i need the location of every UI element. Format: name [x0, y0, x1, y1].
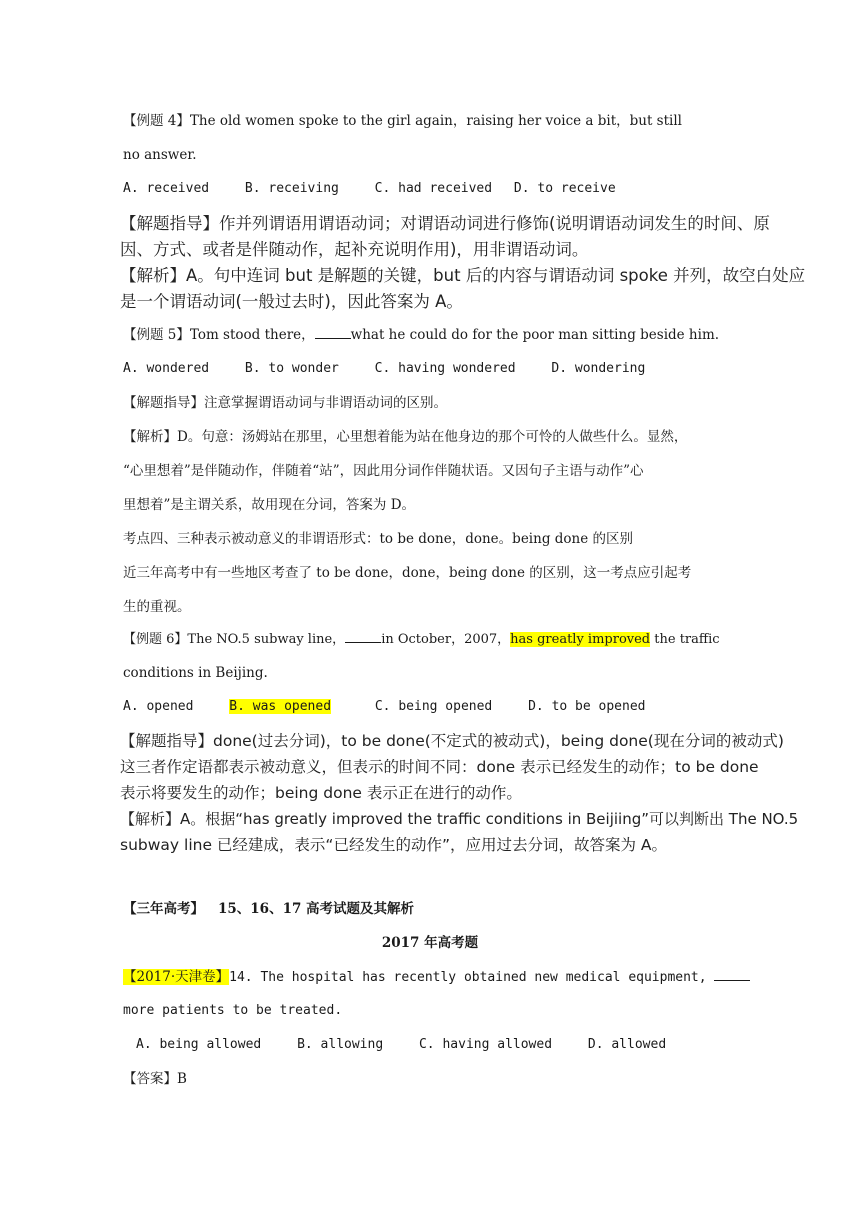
example-6-question	[123, 629, 720, 650]
example-6-question-line-2: conditions in Beijing.	[123, 665, 268, 681]
example-6-analysis-line-1: 【解析】A。根据“has greatly improved the traffic conditions in Beijiing”可以判断出 The NO.5	[120, 810, 799, 828]
example-4-text: 【例题 4】The old women spoke to the girl again，raising her voice a bit，but still	[123, 113, 682, 129]
option-b: B. receiving	[244, 181, 339, 196]
option-b: B. allowing	[297, 1037, 384, 1052]
option-b: B. to wonder	[244, 361, 339, 376]
option-a: A. received	[123, 181, 210, 196]
section-heading-text: 15、16、17 高考试题及其解析	[218, 901, 415, 917]
option-c: C. having wondered	[374, 361, 516, 376]
option-a: A. being allowed	[136, 1037, 262, 1052]
option-c: C. being opened	[374, 699, 493, 714]
example-4-question-line-2	[123, 145, 197, 165]
example-4-guide-line-1: 【解题指导】作并列谓语用谓语动词；对谓语动词进行修饰(说明谓语动词发生的时间、原	[120, 214, 770, 233]
option-d: D. to receive	[513, 181, 616, 196]
example-6-text: 【例题 6】The NO.5 subway line，	[123, 632, 346, 647]
highlighted-phrase: has greatly improved	[510, 632, 651, 647]
section-heading	[123, 899, 414, 919]
example-5-analysis-line-3: 里想着”是主谓关系，故用现在分词，答案为 D。	[123, 497, 416, 513]
option-d: D. wondering	[551, 361, 646, 376]
example-5-analysis-line-1: 【解析】D。句意：汤姆站在那里，心里想着能为站在他身边的那个可怜的人做些什么。显然，	[123, 429, 688, 445]
kaodian-4-title: 考点四、三种表示被动意义的非谓语形式：to be done，done。being done 的区别	[123, 531, 633, 547]
year-subheading: 2017 年高考题	[381, 935, 479, 951]
answer-blank	[345, 629, 381, 643]
example-4-text-cont: no answer.	[123, 147, 197, 163]
example-4-analysis-line-2: 是一个谓语动词(一般过去时)，因此答案为 A。	[120, 292, 463, 311]
example-5-analysis-line-2: “心里想着”是伴随动作，伴随着“站”，因此用分词作伴随状语。又因句子主语与动作”心	[123, 463, 644, 479]
option-a: A. wondered	[123, 361, 210, 376]
example-6-text-cont: the traffic	[650, 632, 720, 647]
example-4-options	[123, 179, 616, 199]
example-5-text: 【例题 5】Tom stood there，	[123, 327, 315, 343]
q14-source-highlighted: 【2017·天津卷】	[123, 969, 230, 985]
q14-question-line-2: more patients to be treated.	[123, 1003, 343, 1018]
example-6-guide-line-2: 这三者作定语都表示被动意义，但表示的时间不同：done 表示已经发生的动作；to be done	[120, 758, 759, 776]
example-6-text-mid: in October，2007，	[381, 632, 511, 647]
option-c: C. had received	[374, 181, 493, 196]
section-heading-label: 【三年高考】	[123, 901, 204, 917]
example-6-analysis-line-2: subway line 已经建成，表示“已经发生的动作”，应用过去分词，故答案为 A。	[120, 836, 668, 854]
option-d: D. allowed	[587, 1037, 667, 1052]
q14-answer: 【答案】B	[123, 1071, 187, 1087]
option-c: C. having allowed	[418, 1037, 553, 1052]
q14-text: 14. The hospital has recently obtained new medical equipment,	[229, 970, 715, 985]
kaodian-4-desc-line-1: 近三年高考中有一些地区考查了 to be done，done，being done 的区别，这一考点应引起考	[123, 565, 692, 581]
example-6-guide-line-3: 表示将要发生的动作；being done 表示正在进行的动作。	[120, 784, 522, 802]
q14-question	[123, 967, 750, 988]
example-4-guide-line-2: 因、方式、或者是伴随动作，起补充说明作用)，用非谓语动词。	[120, 240, 589, 259]
example-5-guide: 【解题指导】注意掌握谓语动词与非谓语动词的区别。	[123, 395, 447, 411]
example-6-options	[123, 697, 646, 717]
q14-options	[136, 1035, 666, 1055]
answer-blank	[315, 325, 351, 339]
example-6-guide-line-1: 【解题指导】done(过去分词)，to be done(不定式的被动式)，being done(现在分词的被动式)	[120, 732, 784, 750]
option-a: A. opened	[123, 699, 194, 714]
kaodian-4-desc-line-2: 生的重视。	[123, 599, 191, 615]
example-5-options	[123, 359, 645, 379]
option-b-highlighted: B. was opened	[229, 699, 332, 714]
option-d: D. to be opened	[528, 699, 646, 714]
example-5-text-cont: what he could do for the poor man sitting beside him.	[350, 327, 720, 343]
example-4-question-line-1	[123, 111, 682, 131]
example-4-analysis-line-1: 【解析】A。句中连词 but 是解题的关键，but 后的内容与谓语动词 spoke 并列，故空白处应	[120, 266, 806, 285]
example-5-question	[123, 325, 719, 345]
answer-blank	[714, 967, 750, 981]
